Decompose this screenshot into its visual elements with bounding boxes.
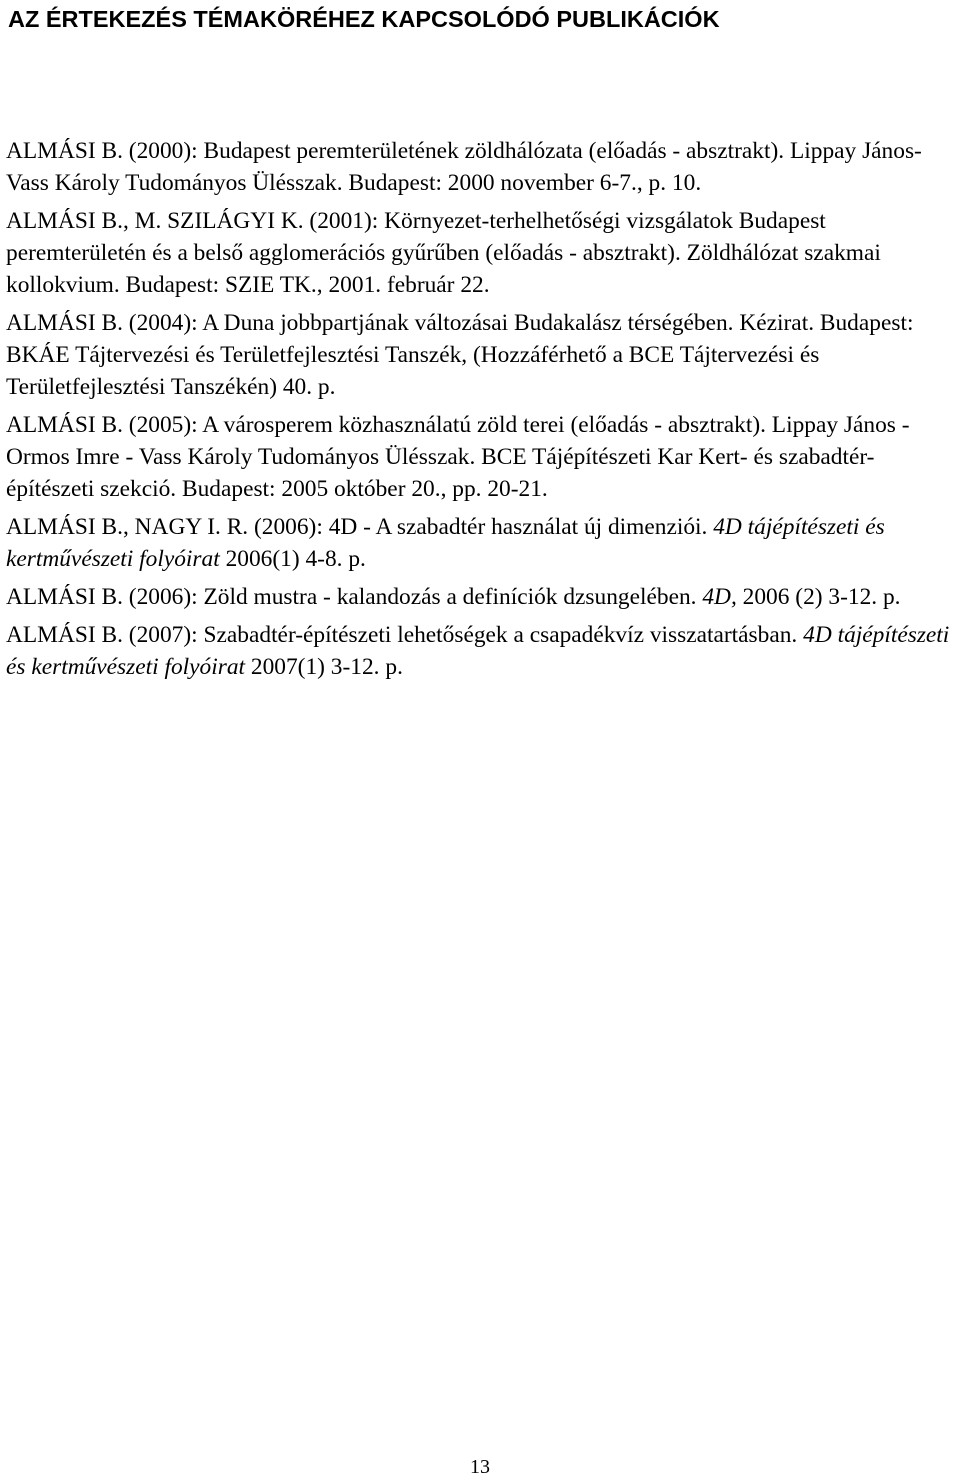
reference-text: 2007(1) 3-12. p. bbox=[245, 654, 403, 680]
reference-text: ALMÁSI B. (2006): Zöld mustra - kalandozás a definíciók dzsungelében. bbox=[6, 584, 703, 610]
reference-item bbox=[6, 619, 958, 683]
journal-title: 4D, bbox=[702, 584, 737, 610]
journal-title: 4D tájépítészeti és kertművészeti folyóirat bbox=[6, 514, 885, 572]
reference-item bbox=[6, 307, 958, 403]
reference-text: ALMÁSI B. (2007): Szabadtér-építészeti lehetőségek a csapadékvíz visszatartásban. bbox=[6, 622, 804, 648]
page-number: 13 bbox=[470, 1456, 490, 1478]
journal-title: 4D tájépítészeti és kertművészeti folyóirat bbox=[6, 622, 950, 680]
reference-text: ALMÁSI B. (2004): A Duna jobbpartjának változásai Budakalász térségében. Kézirat. Budapest: BKÁE Tájtervezési és Területfejlesztési Tanszék, (Hozzáférhető a BCE Tájtervezési és Területfejlesztési Tanszékén) 40. p. bbox=[6, 310, 914, 400]
reference-text: ALMÁSI B., NAGY I. R. (2006): 4D - A szabadtér használat új dimenziói. bbox=[6, 514, 714, 540]
reference-text: ALMÁSI B. (2005): A városperem közhasználatú zöld terei (előadás - absztrakt). Lippay János - Ormos Imre - Vass Károly Tudományos Ülésszak. BCE Tájépítészeti Kar Kert- és szabadtér-építészeti szekció. Budapest: 2005 október 20., pp. 20-21. bbox=[6, 412, 910, 502]
reference-text: 2006(1) 4-8. p. bbox=[219, 546, 366, 572]
reference-text: ALMÁSI B. (2000): Budapest peremterületének zöldhálózata (előadás - absztrakt). Lippay János-Vass Károly Tudományos Ülésszak. Budapest: 2000 november 6-7., p. 10. bbox=[6, 138, 922, 196]
reference-item bbox=[6, 511, 958, 575]
reference-item bbox=[6, 409, 958, 505]
reference-item bbox=[6, 205, 958, 301]
reference-text: ALMÁSI B., M. SZILÁGYI K. (2001): Környezet-terhelhetőségi vizsgálatok Budapest peremterületén és a belső agglomerációs gyűrűben (előadás - absztrakt). Zöldhálózat szakmai kollokvium. Budapest: SZIE TK., 2001. február 22. bbox=[6, 208, 881, 298]
reference-list bbox=[6, 135, 958, 683]
page-title: AZ ÉRTEKEZÉS TÉMAKÖRÉHEZ KAPCSOLÓDÓ PUBLIKÁCIÓK bbox=[8, 6, 720, 32]
reference-item bbox=[6, 581, 958, 613]
reference-text: 2006 (2) 3-12. p. bbox=[736, 584, 901, 610]
reference-item bbox=[6, 135, 958, 199]
